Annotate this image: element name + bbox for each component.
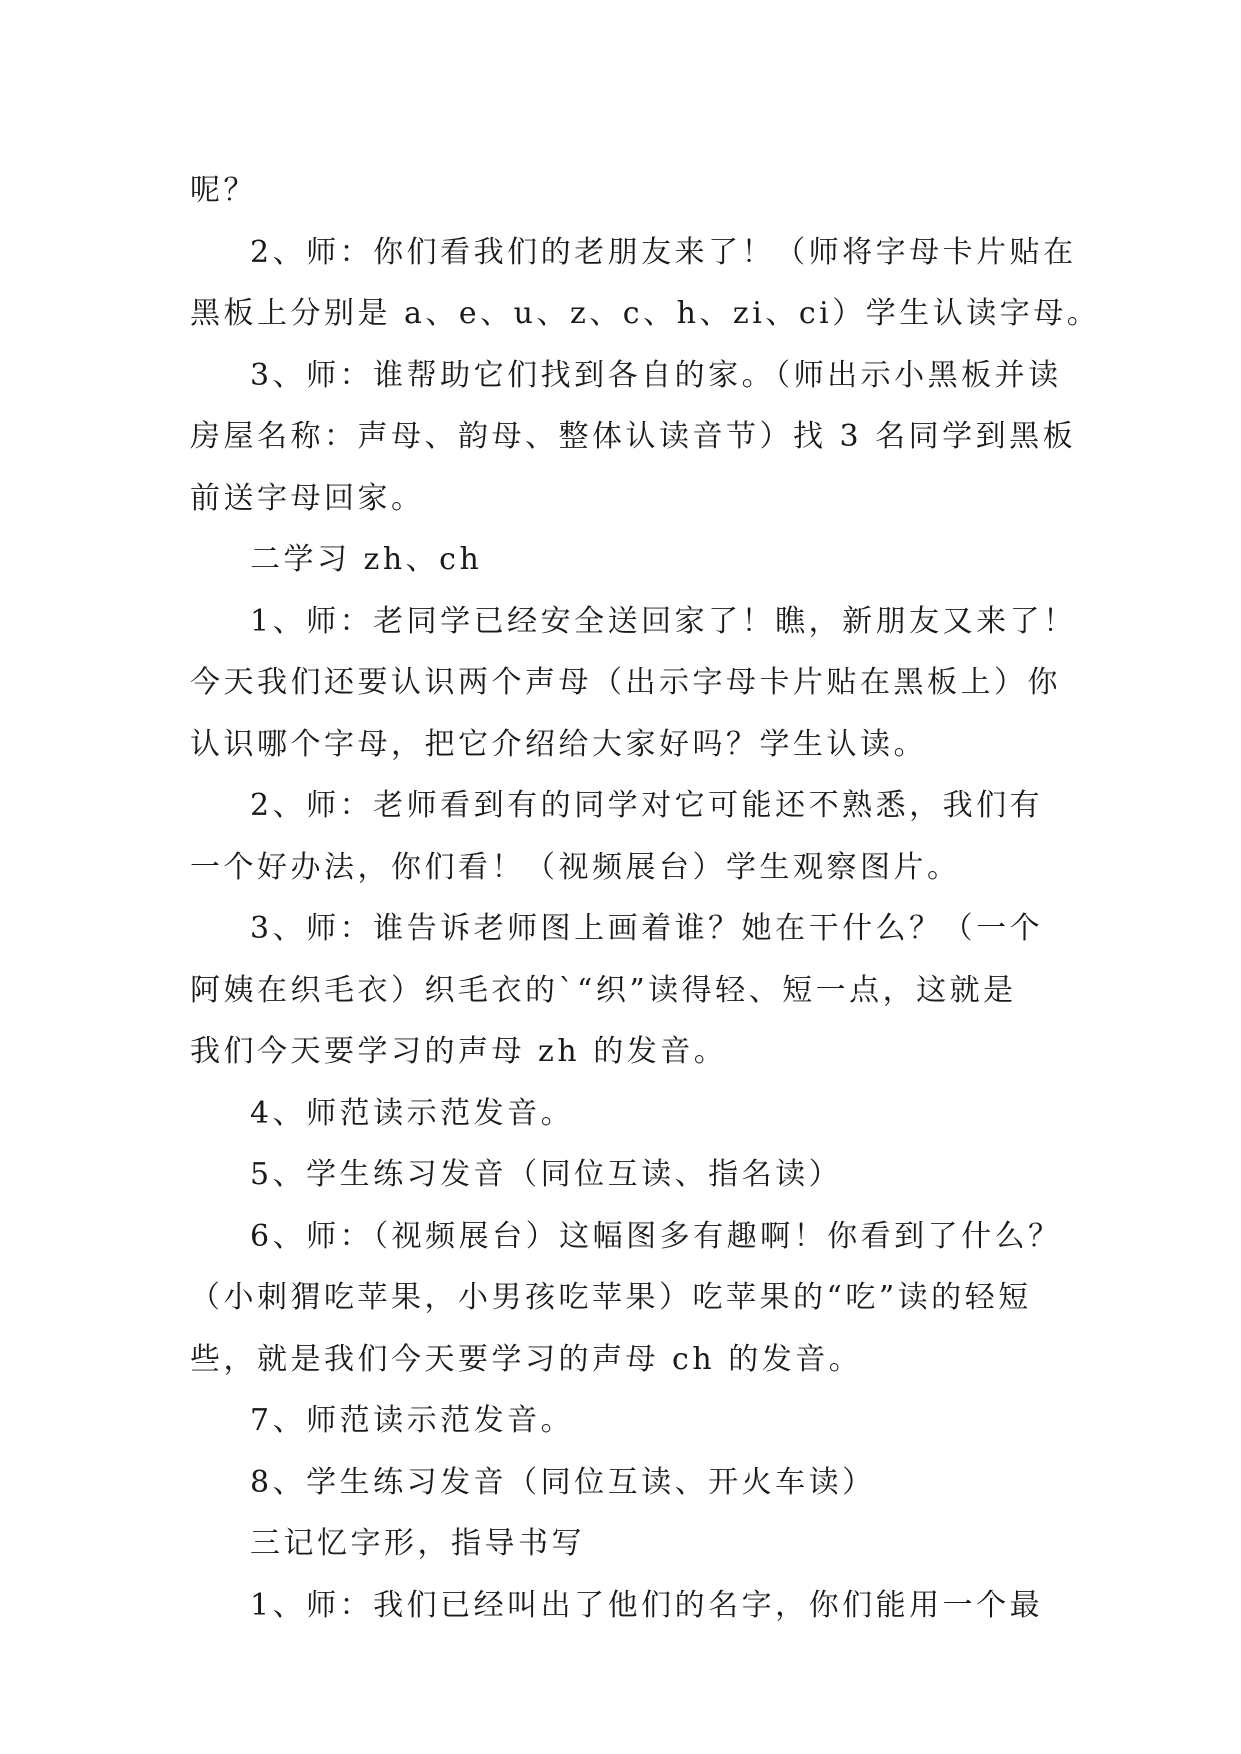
text-line: 前送字母回家。 — [190, 480, 425, 516]
text-line: 我们今天要学习的声母 zh 的发音。 — [190, 1034, 728, 1069]
text-line: 4、师范读示范发音。 — [250, 1095, 575, 1131]
text-line: 黑板上分别是 a、e、u、z、c、h、zi、ci）学生认读字母。 — [190, 296, 1101, 331]
text-line: 1、师：我们已经叫出了他们的名字，你们能用一个最 — [250, 1587, 1044, 1623]
section-heading: 二学习 zh、ch — [250, 542, 483, 577]
text-line: 今天我们还要认识两个声母（出示字母卡片贴在黑板上）你 — [190, 665, 1061, 700]
text-line: 7、师范读示范发音。 — [250, 1403, 575, 1438]
text-line: 阿姨在织毛衣）织毛衣的`“织”读得轻、短一点，这就是 — [190, 972, 1017, 1008]
document-body — [190, 160, 1101, 1636]
section-heading: 三记忆字形，指导书写 — [250, 1526, 585, 1561]
text-line: 2、师：老师看到有的同学对它可能还不熟悉，我们有 — [250, 788, 1044, 823]
text-line: 些，就是我们今天要学习的声母 ch 的发音。 — [190, 1341, 863, 1377]
text-line: 2、师：你们看我们的老朋友来了！（师将字母卡片贴在 — [250, 234, 1077, 270]
text-line: 8、学生练习发音（同位互读、开火车读） — [250, 1464, 876, 1500]
text-line: 一个好办法，你们看！（视频展台）学生观察图片。 — [190, 849, 961, 885]
text-line: 房屋名称：声母、韵母、整体认读音节）找 3 名同学到黑板 — [190, 419, 1077, 454]
text-line: 1、师：老同学已经安全送回家了！瞧，新朋友又来了！ — [250, 603, 1077, 639]
text-line: 认识哪个字母，把它介绍给大家好吗？学生认读。 — [190, 726, 927, 762]
text-line: 3、师：谁帮助它们找到各自的家。（师出示小黑板并读 — [250, 357, 1062, 393]
text-line: 5、学生练习发音（同位互读、指名读） — [250, 1157, 843, 1192]
text-line: （小刺猬吃苹果，小男孩吃苹果）吃苹果的“吃”读的轻短 — [190, 1280, 1032, 1315]
text-line: 呢？ — [190, 173, 257, 208]
text-line: 6、师：（视频展台）这幅图多有趣啊！你看到了什么？ — [250, 1218, 1062, 1254]
text-line: 3、师：谁告诉老师图上画着谁？她在干什么？（一个 — [250, 911, 1044, 946]
